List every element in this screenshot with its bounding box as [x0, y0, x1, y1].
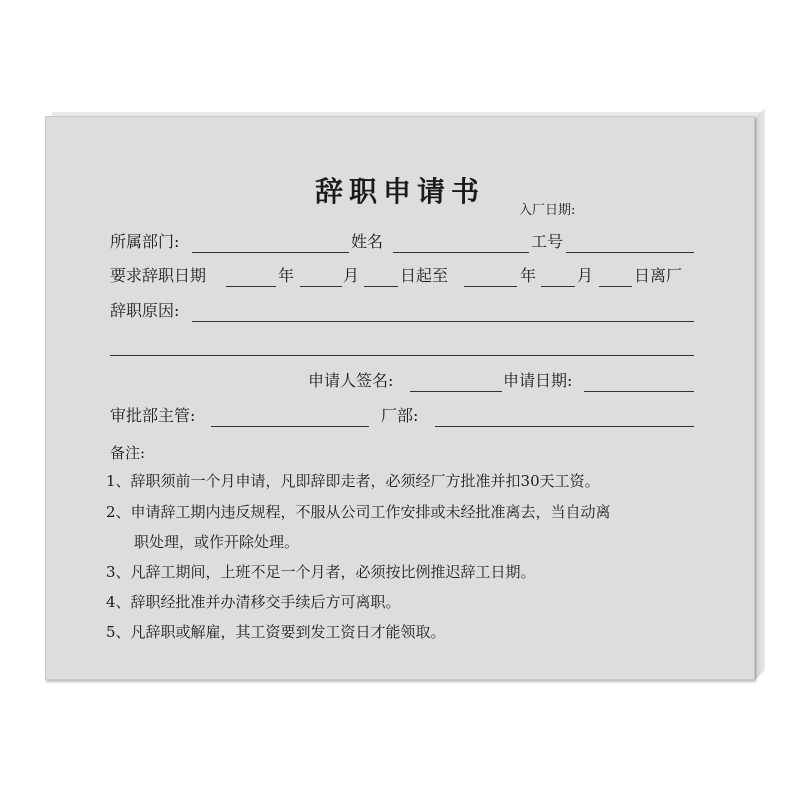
resignation-form-sheet — [45, 116, 755, 680]
note-item-2-continued: 职处理，或作开除处理。 — [134, 533, 300, 551]
reason-continuation-line[interactable] — [110, 355, 694, 356]
apply-date-field-line[interactable] — [584, 391, 694, 392]
reason-label: 辞职原因: — [110, 301, 180, 320]
signature-label: 申请人签名: — [308, 371, 394, 390]
year2-label: 年 — [520, 266, 537, 285]
note-item-2: 2、申请辞工期内违反规程，不服从公司工作安排或未经批准离去，当自动离 — [106, 503, 611, 521]
month2-label: 月 — [577, 266, 594, 285]
factory-label: 厂部: — [381, 406, 419, 425]
name-field-line[interactable] — [393, 252, 529, 253]
day2-field-line[interactable] — [599, 286, 632, 287]
year2-field-line[interactable] — [464, 286, 517, 287]
note-item-1: 1、辞职须前一个月申请，凡即辞即走者，必须经厂方批准并扣30天工资。 — [106, 472, 600, 490]
name-label: 姓名 — [351, 232, 384, 251]
factory-field-line[interactable] — [435, 426, 694, 427]
form-title: 辞职申请书 — [314, 175, 485, 208]
note-item-3: 3、凡辞工期间，上班不足一个月者，必须按比例推迟辞工日期。 — [106, 563, 536, 581]
department-label: 所属部门: — [110, 232, 180, 251]
day1-label: 日起至 — [400, 266, 449, 285]
day1-field-line[interactable] — [364, 286, 398, 287]
supervisor-label: 审批部主管: — [110, 406, 196, 425]
year1-field-line[interactable] — [226, 286, 276, 287]
month1-label: 月 — [343, 266, 360, 285]
month2-field-line[interactable] — [541, 286, 575, 287]
note-item-4: 4、辞职经批准并办清移交手续后方可离职。 — [106, 593, 401, 611]
entry-date-label: 入厂日期: — [519, 203, 576, 218]
notes-heading: 备注: — [110, 444, 146, 462]
year1-label: 年 — [278, 266, 295, 285]
department-field-line[interactable] — [192, 252, 349, 253]
supervisor-field-line[interactable] — [211, 426, 369, 427]
employee-id-field-line[interactable] — [566, 252, 694, 253]
employee-id-label: 工号 — [531, 232, 564, 251]
pad-side-edge — [755, 108, 765, 680]
apply-date-label: 申请日期: — [503, 371, 573, 390]
note-item-5: 5、凡辞职或解雇，其工资要到发工资日才能领取。 — [106, 623, 446, 641]
signature-field-line[interactable] — [410, 391, 502, 392]
month1-field-line[interactable] — [300, 286, 342, 287]
day2-label: 日离厂 — [634, 266, 683, 285]
reason-field-line[interactable] — [192, 321, 694, 322]
resign-date-label: 要求辞职日期 — [110, 266, 207, 285]
